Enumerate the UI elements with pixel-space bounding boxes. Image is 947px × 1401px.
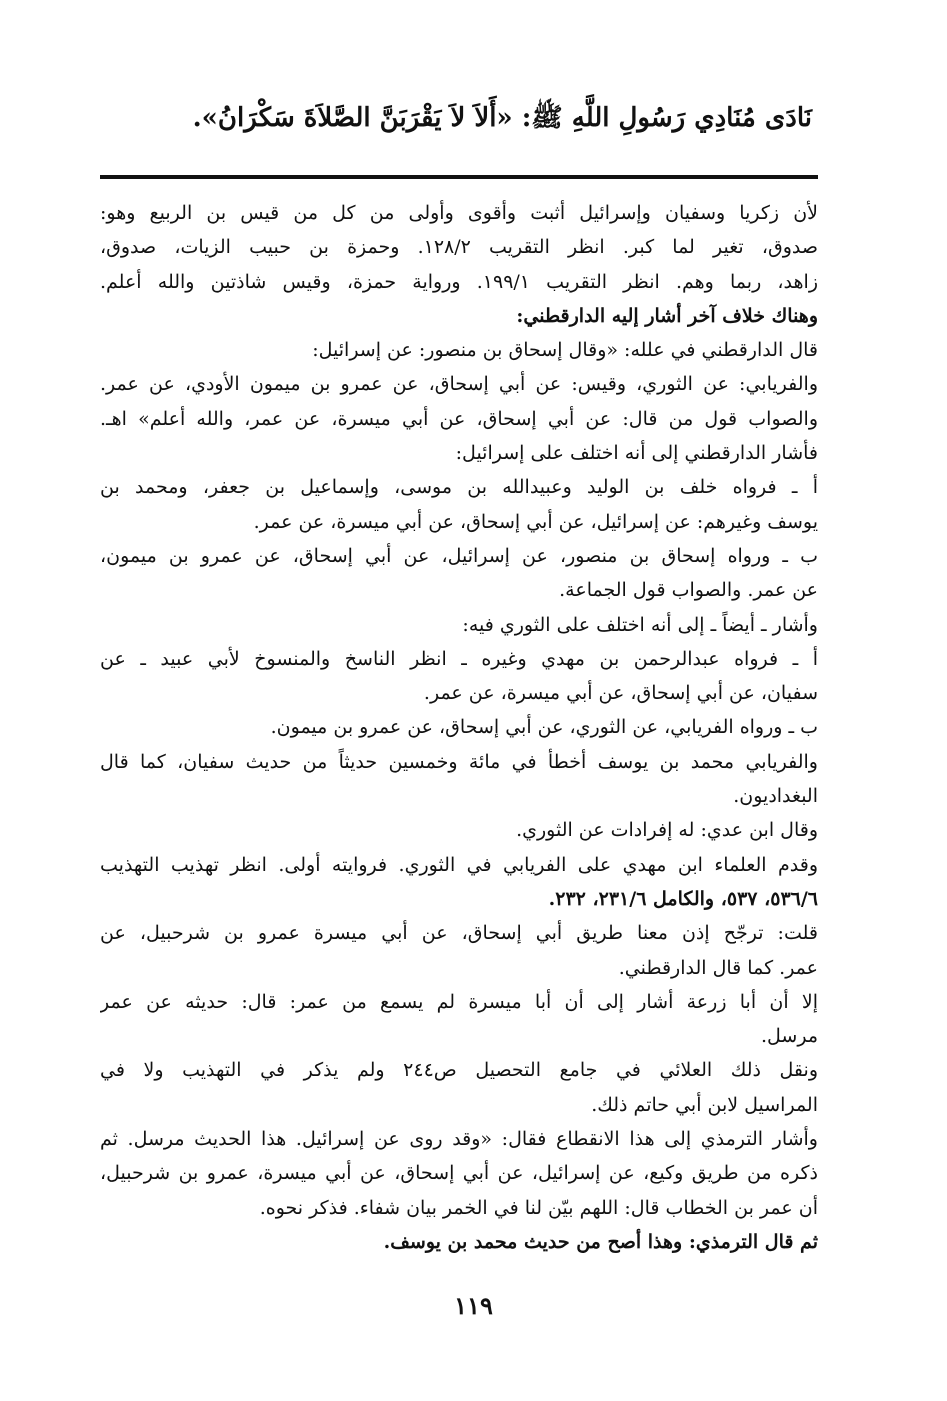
text-line: وأشار الترمذي إلى هذا الانقطاع فقال: «وقد روى عن إسرائيل. هذا الحديث مرسل. ثم <box>100 1128 818 1151</box>
text-line: ٥٣٦/٦، ٥٣٧، والكامل ٢٣١/٦، ٢٣٢. <box>548 887 818 910</box>
running-header: نَادَى مُنَادِي رَسُولِ اللَّهِ ﷺ: «أَلاَ لاَ يَقْرَبَنَّ الصَّلاَةَ سَكْرَانُ». <box>192 103 812 133</box>
text-line: البغداديون. <box>733 785 818 808</box>
text-line: سفيان، عن أبي إسحاق، عن أبي ميسرة، عن عمر. <box>423 682 818 705</box>
text-line: والفريابي محمد بن يوسف أخطأ في مائة وخمسين حديثاً من حديث سفيان، كما قال <box>100 750 818 773</box>
text-line: وهناك خلاف آخر أشار إليه الدارقطني: <box>516 304 818 327</box>
text-line: وأشار ـ أيضاً ـ إلى أنه اختلف على الثوري فيه: <box>462 613 818 636</box>
text-line: أن عمر بن الخطاب قال: اللهم بيّن لنا في الخمر بيان شفاء. فذكر نحوه. <box>259 1196 818 1219</box>
text-line: قلت: ترجّح إذن معنا طريق أبي إسحاق، عن أبي ميسرة عمرو بن شرحبيل، عن <box>100 922 818 945</box>
text-line: ذكره من طريق وكيع، عن إسرائيل، عن أبي إسحاق، عن أبي ميسرة، عمرو بن شرحبيل، <box>100 1162 818 1185</box>
text-line: وقدم العلماء ابن مهدي على الفريابي في الثوري. فروايته أولى. انظر تهذيب التهذيب <box>100 853 818 876</box>
text-line: عمر. كما قال الدارقطني. <box>618 956 818 979</box>
text-line: والصواب قول من قال: عن أبي إسحاق، عن أبي ميسرة، عن عمر، والله أعلم» اهـ. <box>100 407 818 430</box>
text-line: المراسيل لابن أبي حاتم ذلك. <box>591 1093 818 1116</box>
text-line: عن عمر. والصواب قول الجماعة. <box>559 579 818 602</box>
text-line: ونقل ذلك العلائي في جامع التحصيل ص٢٤٤ ولم يذكر في التهذيب ولا في <box>100 1059 818 1082</box>
text-line: صدوق، تغير لما كبر. انظر التقريب ١٢٨/٢. وحمزة بن حبيب الزيات، صدوق، <box>100 236 818 259</box>
text-line: ثم قال الترمذي: وهذا أصح من حديث محمد بن يوسف. <box>383 1230 818 1253</box>
text-line: زاهد، ربما وهم. انظر التقريب ١٩٩/١. ورواية حمزة، وقيس شاذتين والله أعلم. <box>100 270 818 293</box>
page-number: ١١٩ <box>454 1291 493 1320</box>
text-line: يوسف وغيرهم: عن إسرائيل، عن أبي إسحاق، عن أبي ميسرة، عن عمر. <box>253 510 818 533</box>
text-line: إلا أن أبا زرعة أشار إلى أن أبا ميسرة لم يسمع من عمر: قال: حديثه عن عمر <box>100 990 818 1013</box>
text-line: وقال ابن عدي: له إفرادات عن الثوري. <box>516 819 818 842</box>
header-rule <box>100 175 818 179</box>
text-line: أ ـ فرواه خلف بن الوليد وعبيدالله بن موسى، وإسماعيل بن جعفر، ومحمد بن <box>100 476 818 499</box>
body-text <box>100 196 818 1259</box>
text-line: فأشار الدارقطني إلى أنه اختلف على إسرائيل: <box>455 442 818 465</box>
text-line: مرسل. <box>760 1025 818 1048</box>
text-line: قال الدارقطني في علله: «وقال إسحاق بن منصور: عن إسرائيل: <box>312 339 818 362</box>
text-line: أ ـ فرواه عبدالرحمن بن مهدي وغيره ـ انظر الناسخ والمنسوخ لأبي عبيد ـ عن <box>100 647 818 670</box>
text-line: والفريابي: عن الثوري، وقيس: عن أبي إسحاق، عن عمرو بن ميمون الأودي، عن عمر. <box>100 373 818 396</box>
text-line: ب ـ ورواه الفريابي، عن الثوري، عن أبي إسحاق، عن عمرو بن ميمون. <box>270 716 818 739</box>
text-line: لأن زكريا وسفيان وإسرائيل أثبت وأقوى وأولى من كل من قيس بن الربيع وهو: <box>100 202 818 224</box>
text-line: ب ـ ورواه إسحاق بن منصور، عن إسرائيل، عن أبي إسحاق، عن عمرو بن ميمون، <box>100 544 818 567</box>
